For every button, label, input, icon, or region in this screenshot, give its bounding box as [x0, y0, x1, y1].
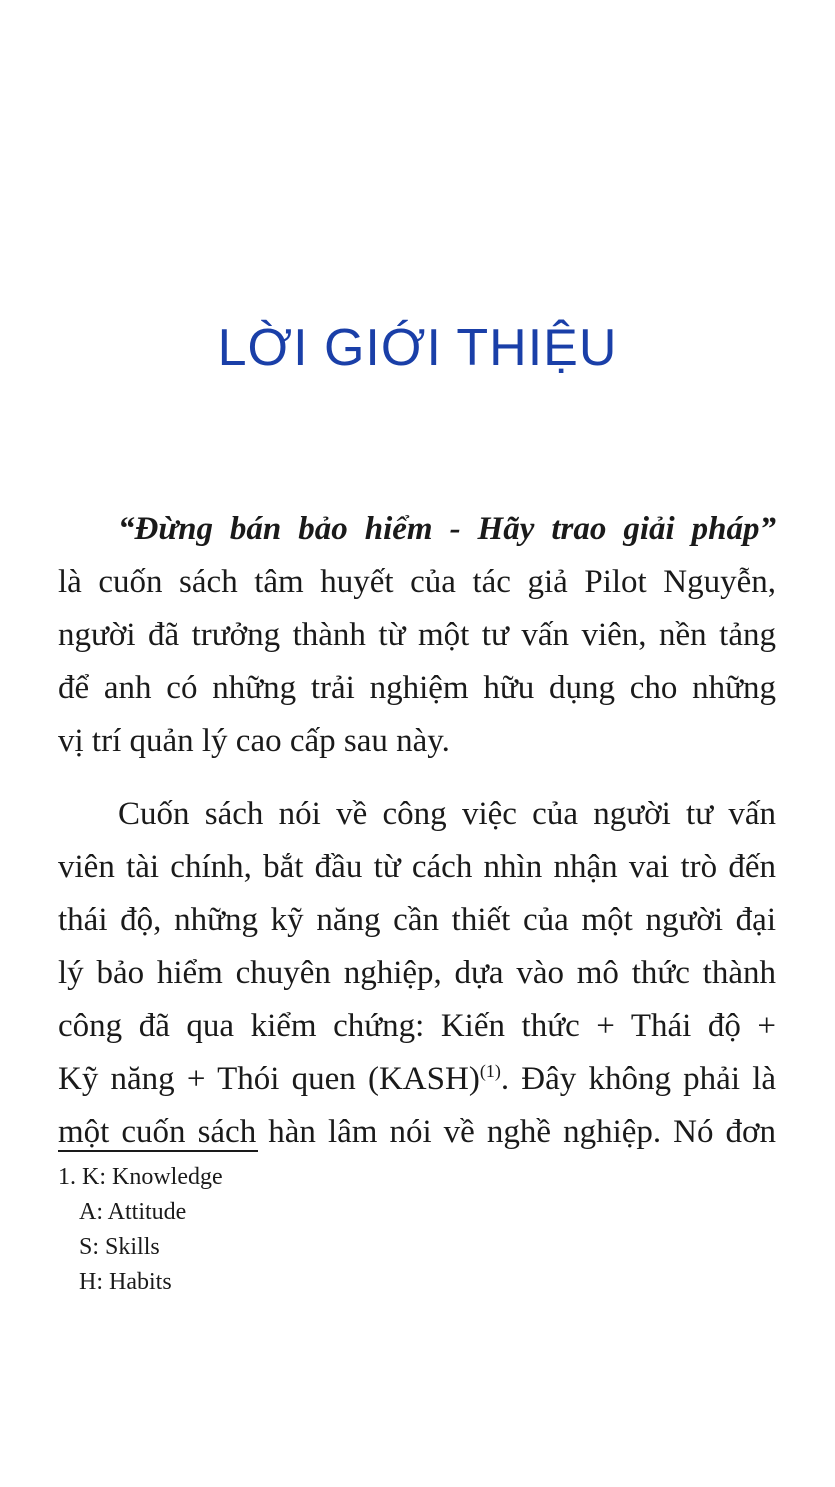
footnote-divider	[58, 1150, 258, 1152]
footnote-item: H: Habits	[79, 1269, 172, 1295]
paragraph-content	[58, 788, 776, 1159]
book-title-quote: “Đừng bán bảo hiểm - Hãy trao giải pháp”	[118, 511, 776, 547]
footnote-item: A: Attitude	[79, 1199, 187, 1225]
body-text	[58, 503, 776, 1159]
text-line: viên tài chính, bắt đầu từ cách nhìn nhận vai trò đến	[58, 849, 776, 885]
text-line: vị trí quản lý cao cấp sau này.	[58, 723, 450, 759]
footnote-item: S: Skills	[79, 1234, 160, 1260]
kash-text-after: . Đây không phải là	[500, 1061, 777, 1097]
text-line: thái độ, những kỹ năng cần thiết của một người đại	[58, 902, 776, 938]
text-line: lý bảo hiểm chuyên nghiệp, dựa vào mô thức thành	[58, 955, 776, 991]
text-line: người đã trưởng thành từ một tư vấn viên, nền tảng	[58, 617, 776, 653]
footnote-marker[interactable]: (1)	[479, 1061, 501, 1081]
text-line: để anh có những trải nghiệm hữu dụng cho những	[58, 670, 776, 706]
chapter-title: LỜI GIỚI THIỆU	[217, 319, 618, 377]
text-line	[58, 503, 776, 556]
text-line: là cuốn sách tâm huyết của tác giả Pilot Nguyễn,	[58, 564, 776, 600]
text-line: Cuốn sách nói về công việc của người tư vấn	[118, 796, 776, 832]
paragraph-intro	[58, 503, 776, 768]
text-line-kash	[58, 1053, 776, 1106]
footnote-item: 1. K: Knowledge	[58, 1164, 223, 1190]
text-line: công đã qua kiểm chứng: Kiến thức + Thái độ +	[58, 1008, 776, 1044]
text-line: một cuốn sách hàn lâm nói về nghề nghiệp. Nó đơn	[58, 1114, 776, 1150]
kash-text: Kỹ năng + Thói quen (KASH)	[58, 1061, 480, 1097]
footnote-list	[58, 1160, 223, 1300]
